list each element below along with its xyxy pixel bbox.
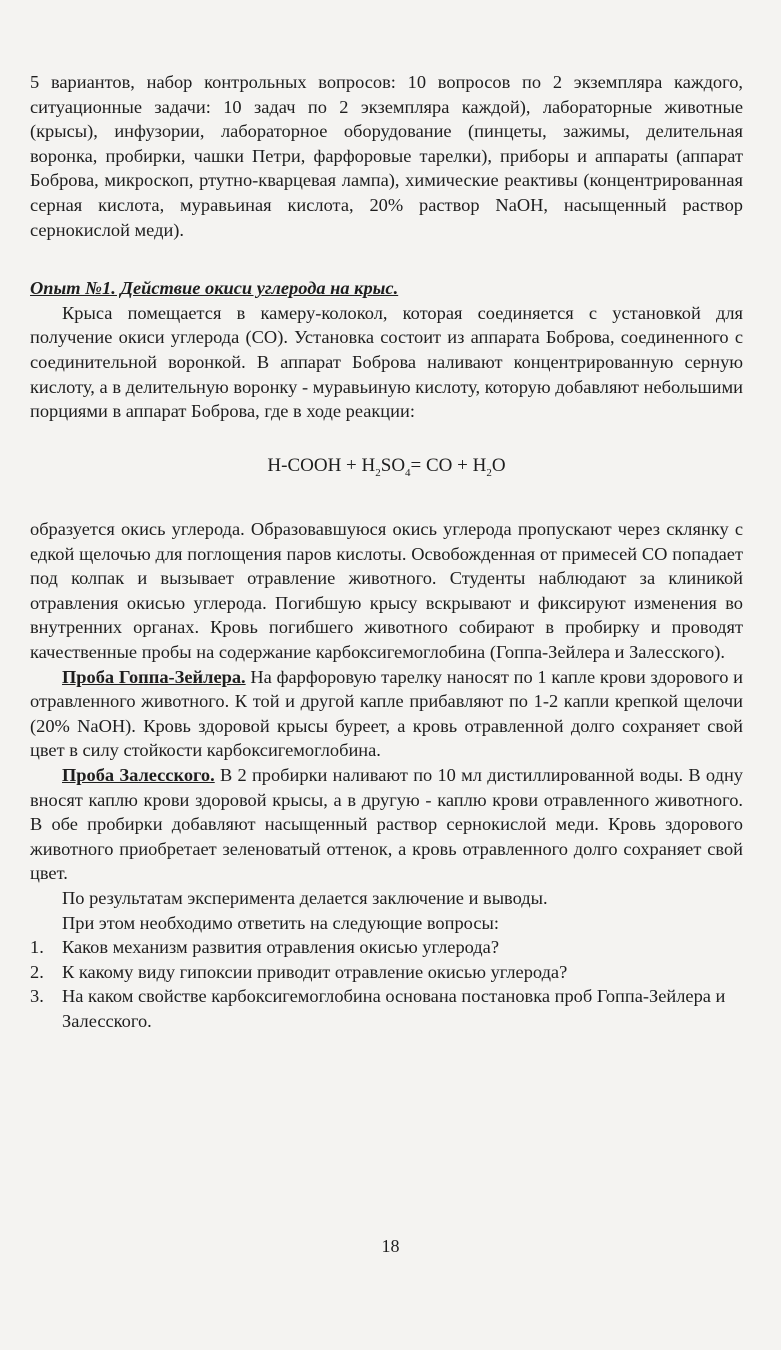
question-text: К какому виду гипоксии приводит отравление окисью углерода?: [62, 961, 568, 982]
formula-part: O: [491, 454, 506, 476]
question-item: [30, 935, 743, 960]
proba-zalessky-title: Проба Залесского.: [62, 765, 215, 786]
experiment-paragraph: Крыса помещается в камеру-колокол, которая соединяется с установкой для получение окиси углерода (СО). Установка состоит из аппарата Боброва, соединенного с соединительной воронкой. В аппарат Боброва наливают концентрированную серную кислоту, а в делительную воронку - муравьиную кислоту, которую добавляют небольшими порциями в аппарат Боброва, где в ходе реакции:: [30, 302, 743, 422]
proba-zalessky-paragraph: [30, 763, 743, 886]
question-number: 1.: [30, 937, 44, 958]
formula-subscript: 4: [405, 466, 411, 479]
formula-part: SO: [380, 454, 406, 476]
conclusion-line: По результатам эксперимента делается заключение и выводы.: [62, 888, 548, 909]
formula-subscript: 2: [375, 466, 381, 479]
question-number: 2.: [30, 961, 44, 982]
question-item: [30, 960, 743, 985]
formula-part: H-COOH + H: [267, 454, 376, 476]
experiment-title: Опыт №1. Действие окиси углерода на крыс.: [30, 278, 399, 299]
page-number: 18: [381, 1236, 400, 1256]
questions-intro-line: При этом необходимо ответить на следующие вопросы:: [62, 912, 499, 933]
question-text: На каком свойстве карбоксигемоглобина основана постановка проб Гоппа-Зейлера и Залесского.: [62, 986, 726, 1031]
formula-subscript: 2: [486, 466, 492, 479]
question-item: [30, 984, 743, 1033]
after-formula-paragraph: образуется окись углерода. Образовавшуюся окись углерода пропускают через склянку с едкой щелочью для поглощения паров кислоты. Освобожденная от примесей СО попадает под колпак и вызывает отравление животного. Студенты наблюдают за клиникой отравления окисью углерода. Погибшую крысу вскрывают и фиксируют изменения во внутренних органах. Кровь погибшего животного собирают в пробирку и проводят качественные пробы на содержание карбоксигемоглобина (Гоппа-Зейлера и Залесского).: [30, 519, 743, 663]
questions-list: [30, 935, 743, 1033]
question-number: 3.: [30, 986, 44, 1007]
formula-part: = CO + H: [410, 454, 487, 476]
proba-hoppe-seyler-text: На фарфоровую тарелку наносят по 1 капле крови здорового и отравленного животного. К той и другой капле прибавляют по 1-2 капли крепкой щелочи (20% NaOH). Кровь здоровой крысы буреет, а кровь отравленной долго сохраняет свой цвет в силу стойкости карбоксигемоглобина.: [30, 666, 743, 761]
intro-paragraph: 5 вариантов, набор контрольных вопросов: 10 вопросов по 2 экземпляра каждого, ситуационные задачи: 10 задач по 2 экземпляра каждой), лабораторные животные (крысы), инфузории, лабораторное оборудование (пинцеты, зажимы, делительная воронка, пробирки, чашки Петри, фарфоровые тарелки), приборы и аппараты (аппарат Боброва, микроскоп, ртутно-кварцевая лампа), химические реактивы (концентрированная серная кислота, муравьиная кислота, 20% раствор NaOH, насыщенный раствор сернокислой меди).: [30, 72, 743, 240]
question-text: Каков механизм развития отравления окисью углерода?: [62, 937, 499, 958]
proba-hoppe-seyler-title: Проба Гоппа-Зейлера.: [62, 666, 246, 687]
reaction-formula: [30, 454, 743, 485]
proba-zalessky-text: В 2 пробирки наливают по 10 мл дистиллированной воды. В одну вносят каплю крови здоровой крысы, а в другую - каплю крови отравленного животного. В обе пробирки добавляют насыщенный раствор сернокислой меди. Кровь здорового животного приобретает зеленоватый оттенок, а кровь отравленного долго сохраняет свой цвет.: [30, 765, 743, 884]
proba-hoppe-seyler-paragraph: [30, 665, 743, 763]
